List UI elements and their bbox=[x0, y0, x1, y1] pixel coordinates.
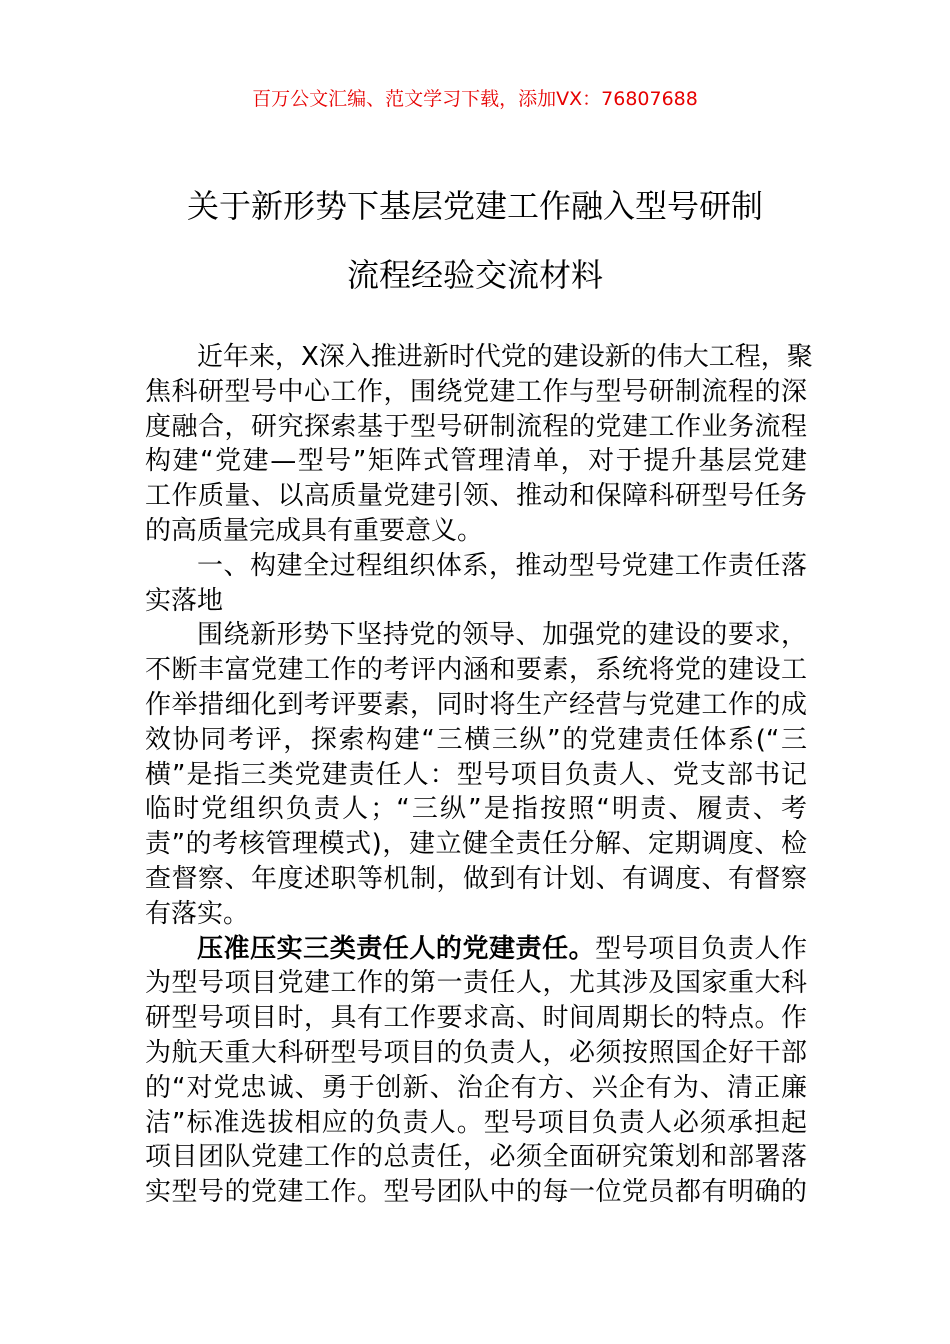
paragraph-3-line: 研型号项目时，具有工作要求高、时间周期长的特点。作 bbox=[145, 1003, 807, 1034]
paragraph-1-line: 近年来，X深入推进新时代党的建设新的伟大工程，聚 bbox=[197, 342, 813, 372]
paragraph-3-line: 的“对党忠诚、勇于创新、治企有方、兴企有为、清正廉 bbox=[145, 1072, 807, 1103]
section-heading-1-line: 实落地 bbox=[145, 585, 224, 616]
document-title-line-1: 关于新形势下基层党建工作融入型号研制 bbox=[186, 187, 763, 225]
paragraph-3-bold-lead: 压准压实三类责任人的党建责任。 bbox=[197, 933, 596, 964]
paragraph-2-line: 有落实。 bbox=[145, 898, 250, 929]
paragraph-2-line: 临时党组织负责人；“三纵”是指按照“明责、履责、考 bbox=[145, 794, 807, 825]
paragraph-1-line: 度融合，研究探索基于型号研制流程的党建工作业务流程 bbox=[145, 411, 807, 442]
paragraph-1-line: 工作质量、以高质量党建引领、推动和保障科研型号任务 bbox=[145, 481, 807, 512]
paragraph-2-line: 责”的考核管理模式)，建立健全责任分解、定期调度、检 bbox=[145, 829, 807, 860]
paragraph-3-line: 为型号项目党建工作的第一责任人，尤其涉及国家重大科 bbox=[145, 968, 807, 999]
paragraph-2-line: 横”是指三类党建责任人：型号项目负责人、党支部书记 bbox=[145, 759, 807, 790]
paragraph-3-line: 洁”标准选拔相应的负责人。型号项目负责人必须承担起 bbox=[145, 1107, 807, 1138]
paragraph-3-line: 为航天重大科研型号项目的负责人，必须按照国企好干部 bbox=[145, 1037, 807, 1068]
paragraph-3-line: 项目团队党建工作的总责任，必须全面研究策划和部署落 bbox=[145, 1142, 807, 1173]
paragraph-1-line: 焦科研型号中心工作，围绕党建工作与型号研制流程的深 bbox=[145, 376, 807, 407]
paragraph-2-line: 查督察、年度述职等机制，做到有计划、有调度、有督察 bbox=[145, 863, 807, 894]
document-title-line-2: 流程经验交流材料 bbox=[346, 256, 603, 294]
paragraph-2-line: 围绕新形势下坚持党的领导、加强党的建设的要求， bbox=[197, 620, 807, 651]
header-banner: 百万公文汇编、范文学习下载，添加VX：76807688 bbox=[252, 88, 698, 110]
paragraph-1-line: 构建“党建—型号”矩阵式管理清单，对于提升基层党建 bbox=[145, 446, 807, 477]
paragraph-3-line: 实型号的党建工作。型号团队中的每一位党员都有明确的 bbox=[145, 1177, 807, 1208]
paragraph-3-first-line bbox=[145, 932, 807, 967]
paragraph-2-line: 不断丰富党建工作的考评内涵和要素，系统将党的建设工 bbox=[145, 655, 807, 686]
section-heading-1-line: 一、构建全过程组织体系，推动型号党建工作责任落 bbox=[197, 550, 807, 581]
paragraph-3-lead-rest: 型号项目负责人作 bbox=[595, 933, 807, 964]
paragraph-2-line: 作举措细化到考评要素，同时将生产经营与党建工作的成 bbox=[145, 689, 807, 720]
paragraph-2-line: 效协同考评，探索构建“三横三纵”的党建责任体系(“三 bbox=[145, 724, 807, 755]
document-body bbox=[145, 340, 813, 1210]
paragraph-1-line: 的高质量完成具有重要意义。 bbox=[145, 515, 484, 546]
